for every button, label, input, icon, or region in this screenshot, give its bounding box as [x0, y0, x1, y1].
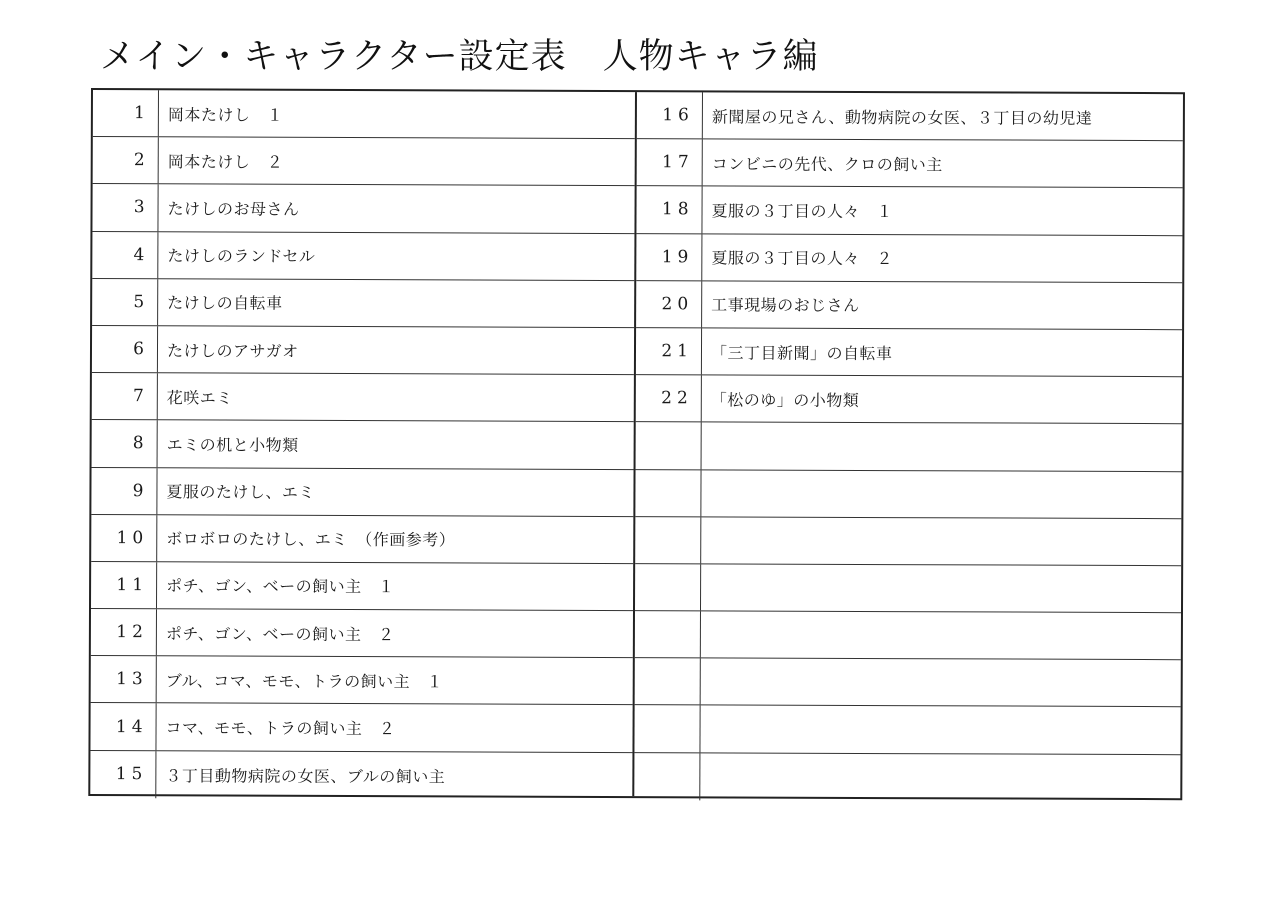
- table-row: [92, 326, 634, 375]
- row-number: 1: [93, 90, 159, 136]
- row-number: 16: [637, 92, 703, 138]
- row-label: たけしのお母さん: [167, 199, 300, 219]
- table-row-empty: [634, 706, 1180, 755]
- row-number: 20: [636, 281, 702, 327]
- row-label: 工事現場のおじさん: [711, 295, 860, 316]
- row-number: 14: [90, 703, 156, 749]
- row-label: 「三丁目新聞」の自転車: [710, 342, 893, 363]
- row-label: 「松のゆ」の小物類: [710, 390, 860, 410]
- row-number: 2: [93, 137, 159, 183]
- table-row: [636, 375, 1182, 424]
- table-row: [636, 234, 1182, 283]
- table-row: [91, 562, 633, 611]
- row-number: 4: [92, 232, 158, 278]
- table-row: [91, 656, 633, 705]
- row-label: たけしの自転車: [167, 293, 283, 314]
- row-label: 新聞屋の兄さん、動物病院の女医、３丁目の幼児達: [711, 106, 1093, 128]
- table-row: [92, 232, 634, 281]
- row-label: 夏服の３丁目の人々 ２: [711, 248, 893, 269]
- table-row-empty: [635, 658, 1181, 707]
- table-row: [637, 139, 1183, 188]
- row-label: ボロボロのたけし、エミ （作画参考）: [166, 529, 456, 550]
- table-row: [92, 184, 634, 233]
- row-label: 岡本たけし １: [167, 104, 284, 125]
- table-row-empty: [635, 611, 1181, 660]
- table-row-empty: [636, 422, 1182, 471]
- table-row: [636, 186, 1182, 235]
- row-label: ポチ、ゴン、ベーの飼い主 ２: [165, 623, 395, 644]
- row-number: 7: [92, 373, 158, 419]
- row-label: ブル、コマ、モモ、トラの飼い主 １: [165, 671, 444, 692]
- table-row-empty: [635, 564, 1181, 613]
- table-row: [93, 137, 635, 186]
- table-row: [637, 92, 1183, 141]
- table-row: [92, 279, 634, 328]
- row-number: [635, 470, 701, 516]
- row-number: [634, 753, 700, 800]
- table-row: [92, 420, 634, 469]
- table-row: [91, 468, 633, 517]
- row-label: エミの机と小物類: [166, 435, 299, 455]
- row-label: ３丁目動物病院の女医、ブルの飼い主: [165, 766, 446, 787]
- row-label: たけしのアサガオ: [166, 340, 299, 361]
- row-number: [635, 517, 701, 563]
- row-label: ポチ、ゴン、ベーの飼い主 １: [166, 576, 395, 597]
- row-number: 3: [92, 184, 158, 230]
- page-title: メイン・キャラクター設定表 人物キャラ編: [100, 37, 819, 77]
- row-number: 10: [91, 515, 157, 561]
- table-row: [90, 703, 632, 752]
- table-row-empty: [635, 470, 1181, 519]
- table-row: [92, 373, 634, 422]
- table-row: [90, 751, 632, 800]
- table-row: [91, 609, 633, 658]
- row-number: [636, 422, 702, 468]
- row-number: 8: [92, 420, 158, 466]
- row-number: [635, 564, 701, 610]
- row-number: 15: [90, 751, 156, 798]
- row-label: コマ、モモ、トラの飼い主 ２: [165, 718, 396, 739]
- row-number: 22: [636, 375, 702, 421]
- table-row: [636, 328, 1182, 377]
- row-number: 13: [91, 656, 157, 702]
- row-number: 9: [91, 468, 157, 514]
- row-label: 夏服のたけし、エミ: [166, 482, 316, 502]
- row-number: 21: [636, 328, 702, 374]
- row-label: 花咲エミ: [166, 388, 233, 408]
- row-label: 夏服の３丁目の人々 １: [711, 201, 894, 222]
- row-number: 18: [636, 186, 702, 232]
- table-row-empty: [634, 753, 1180, 802]
- row-label: コンビニの先代、クロの飼い主: [711, 154, 943, 175]
- table-row: [636, 281, 1182, 330]
- row-label: 岡本たけし ２: [167, 152, 284, 172]
- row-number: 5: [92, 279, 158, 325]
- row-number: 19: [636, 234, 702, 280]
- row-number: 11: [91, 562, 157, 608]
- row-number: 6: [92, 326, 158, 372]
- table-row: [93, 90, 635, 139]
- table-right-column: [634, 92, 1183, 798]
- row-number: [634, 706, 700, 752]
- character-table: [88, 88, 1185, 800]
- table-row: [91, 515, 633, 564]
- row-number: 17: [637, 139, 703, 185]
- table-left-column: [90, 90, 637, 796]
- table-row-empty: [635, 517, 1181, 566]
- row-label: たけしのランドセル: [167, 246, 316, 267]
- row-number: [635, 658, 701, 704]
- row-number: 12: [91, 609, 157, 655]
- row-number: [635, 611, 701, 657]
